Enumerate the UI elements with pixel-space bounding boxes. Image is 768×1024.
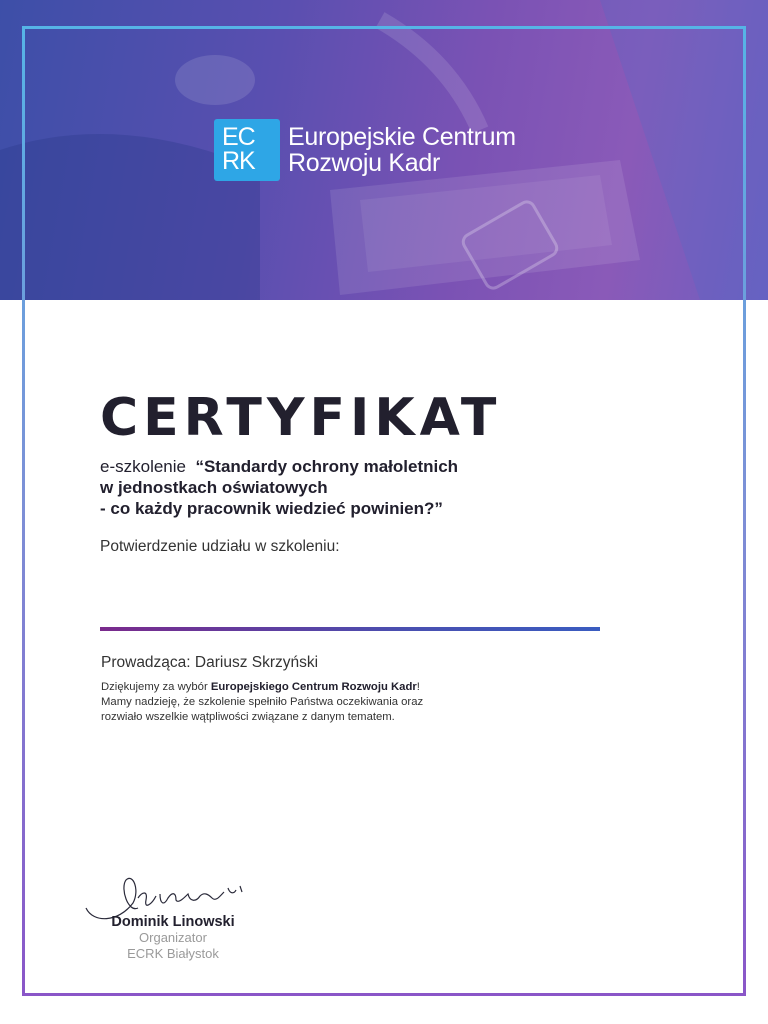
- logo-mark-line1: EC: [222, 123, 255, 151]
- participant-name-line: [100, 627, 600, 631]
- logo-name-line1: Europejskie Centrum: [288, 123, 516, 151]
- ecrk-logo-mark: [214, 119, 280, 181]
- course-title-line3: - co każdy pracownik wiedzieć powinien?”: [100, 499, 443, 518]
- thanks-line3: rozwiało wszelkie wątpliwości związane z danym tematem.: [101, 711, 395, 723]
- signer-name: Dominik Linowski: [111, 914, 235, 930]
- thanks-org: Europejskiego Centrum Rozwoju Kadr: [210, 681, 417, 693]
- signer-block: [100, 914, 246, 962]
- logo-name-line2: Rozwoju Kadr: [288, 149, 441, 177]
- logo-mark-line2: RK: [222, 147, 255, 175]
- thanks-prefix: Dziękujemy za wybór: [101, 681, 211, 693]
- thanks-suffix: !: [416, 681, 420, 693]
- course-description: [100, 456, 620, 519]
- trainer-label: Prowadząca: Dariusz Skrzyński: [101, 654, 319, 671]
- course-prefix: e-szkolenie: [100, 457, 186, 476]
- course-title-line2: w jednostkach oświatowych: [100, 478, 328, 497]
- ecrk-logo: [214, 119, 516, 181]
- course-title-line1: “Standardy ochrony małoletnich: [195, 457, 459, 476]
- thanks-text: [101, 680, 521, 725]
- signer-org: ECRK Białystok: [127, 946, 219, 961]
- confirmation-label: Potwierdzenie udziału w szkoleniu:: [100, 538, 340, 555]
- thanks-line2: Mamy nadzieję, że szkolenie spełniło Państwa oczekiwania oraz: [101, 696, 424, 708]
- signer-role: Organizator: [139, 930, 207, 945]
- logo-name: [288, 124, 516, 176]
- certificate-title: CERTYFIKAT: [100, 388, 502, 448]
